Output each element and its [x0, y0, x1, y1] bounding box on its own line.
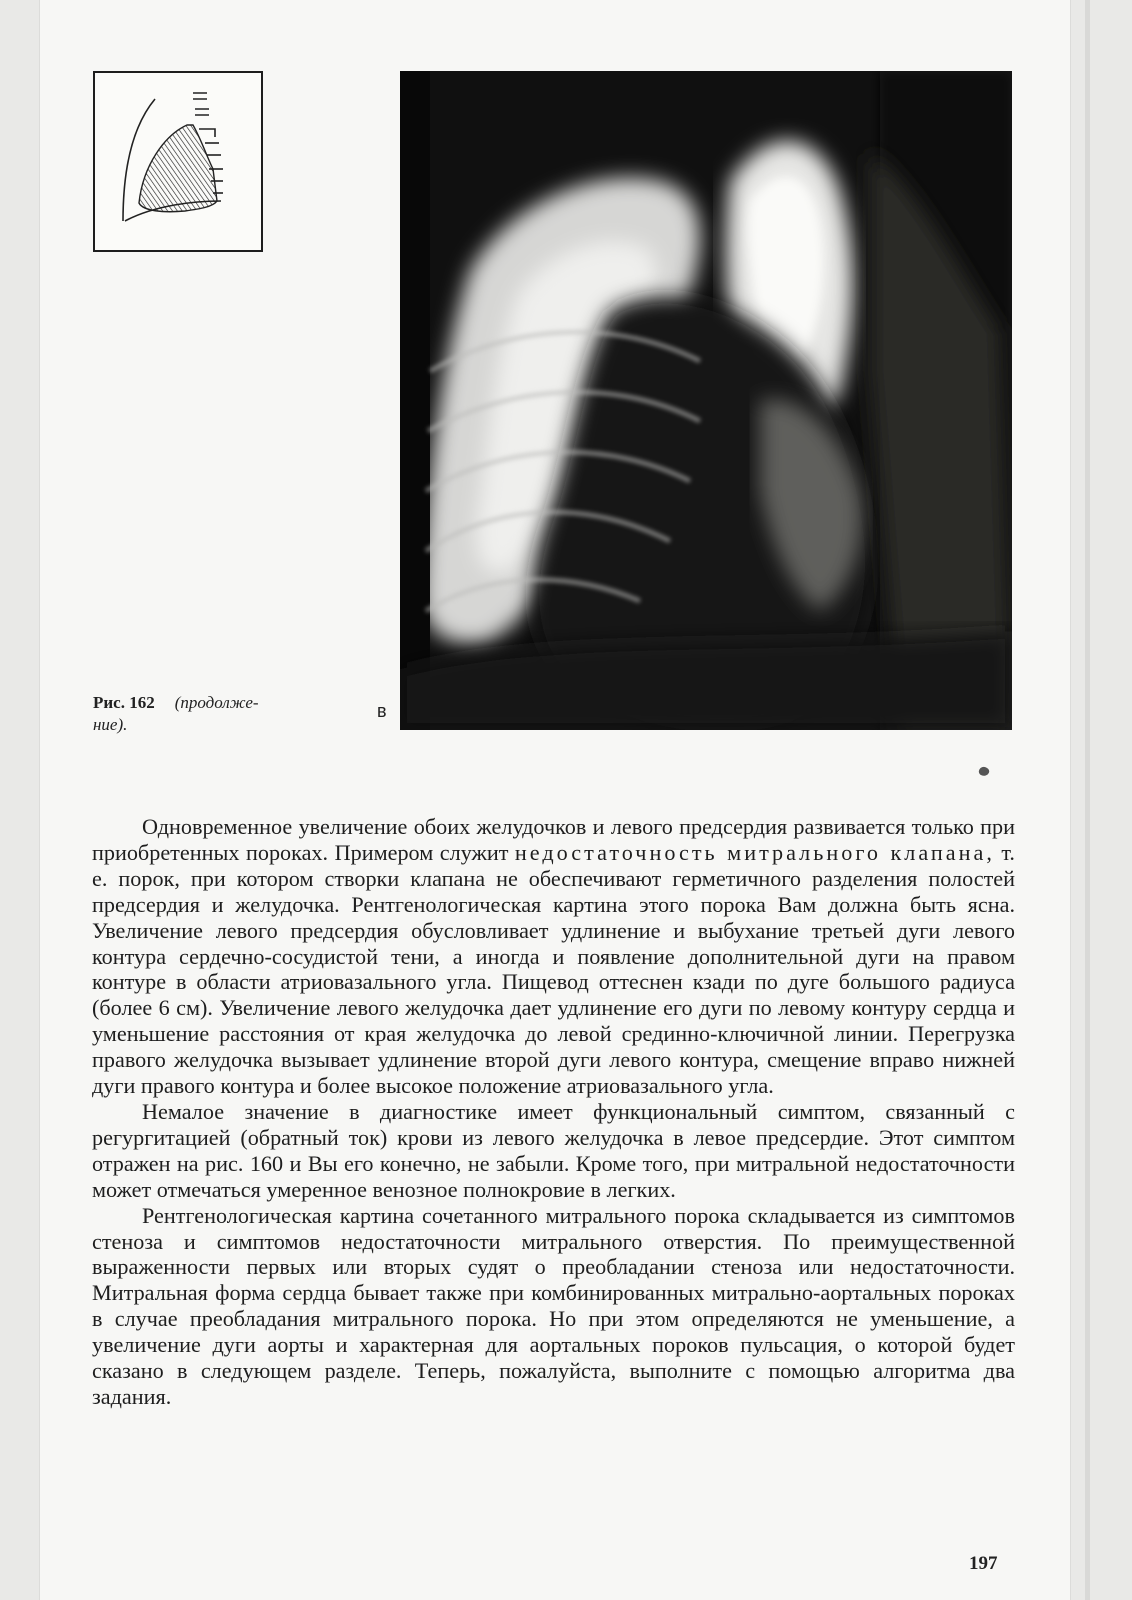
emphasized-term: недостаточность митрального клапана,: [514, 839, 995, 865]
figure-caption: [93, 692, 333, 736]
body-text: [92, 814, 1015, 1410]
chest-xray-image: [400, 71, 1012, 730]
heart-schema-figure: [93, 71, 263, 252]
caption-continued-line2: ние).: [93, 715, 128, 734]
paragraph-2: Немалое значение в диагностике имеет функциональный симптом, связанный с регургитацией (обратный ток) крови из левого желудочка в левое предсердие. Этот симптом отражен на рис. 160 и Вы его конечно, не забыли. Кроме того, при митральной недостаточности может отмечаться умеренное венозное полнокровие в легких.: [92, 1098, 1015, 1202]
xray-rendering: [400, 71, 1012, 730]
heart-shadow-shape: [139, 125, 217, 212]
heart-schema-drawing: [95, 73, 261, 250]
paragraph-1: Одновременное увеличение обоих желудочков и левого предсердия развивается только при приобретенных пороках. Примером служит недостаточность митрального клапана, т. е. порок, при котором створки клапана не обеспечивают герметичного разделения полостей предсердия и желудочка. Рентгенологическая картина этого порока Вам должна быть ясна. Увеличение левого предсердия обусловливает удлинение и выбухание третьей дуги левого контура сердечно-сосудистой тени, а иногда и появление дополнительной дуги на правом контуре в области атриовазального угла. Пищевод оттеснен кзади по дуге большого радиуса (более 6 см). Увеличение левого желудочка дает удлинение его дуги по левому контуру сердца и уменьшение расстояния от края желудочка до левой срединно-ключичной линии. Перегрузка правого желудочка вызывает удлинение второй дуги левого контура, смещение вправо нижней дуги правого контура и более высокое положение атриовазального угла.: [92, 814, 1015, 1099]
caption-figure-number: Рис. 162: [93, 693, 155, 712]
paragraph-3: Рентгенологическая картина сочетанного митрального порока складывается из симптомов стеноза и симптомов недостаточности митрального отверстия. По преимущественной выраженности первых или вторых судят о преобладании стеноза или недостаточности. Митральная форма сердца бывает также при комбинированных митрально-аортальных пороках в случае преобладания митрального порока. Но при этом определяются не уменьшение, а увеличение дуги аорты и характерная для аортальных пороков пульсация, о которой будет сказано в следующем разделе. Теперь, пожалуйста, выполните с помощью алгоритма два задания.: [92, 1202, 1015, 1409]
page-number: 197: [969, 1553, 998, 1574]
page-edge-shadow: [1085, 0, 1090, 1600]
figure-panel-letter: в: [377, 701, 387, 721]
caption-continued-line1: (продолже-: [174, 693, 259, 712]
